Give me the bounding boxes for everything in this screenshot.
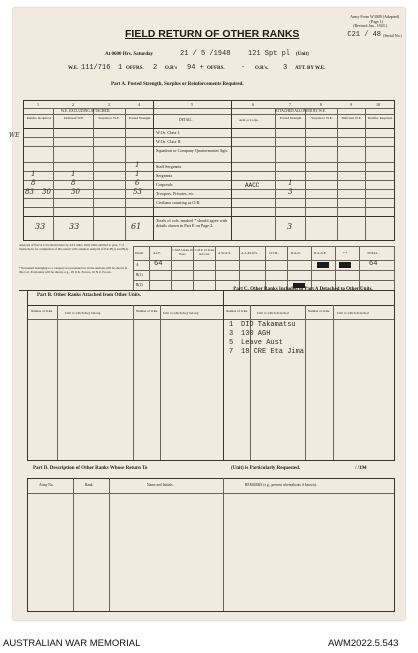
form-sheet	[9, 8, 405, 620]
part-b-head-num-2: Number of O.Rs.	[136, 309, 158, 313]
total-deficient: 33	[69, 222, 80, 231]
serial-number: C21 / 48	[347, 31, 381, 39]
part-b-title: Part B. Other Ranks Attached from Other Units.	[37, 293, 142, 298]
analysis-row-b1: B(1)	[136, 273, 143, 277]
col-head-detail: DETAIL.	[179, 118, 193, 122]
analysis-row-a: A	[136, 263, 139, 267]
posted-pte: 53	[133, 188, 142, 196]
detail-row-ssgt: Staff Sergeants	[156, 164, 182, 169]
arm-corps-cpl: AACC	[245, 182, 260, 189]
deficient-cpl: 8	[71, 179, 76, 187]
posted-cpl: 6	[135, 179, 140, 187]
analysis-head-ran: R.A.N.	[291, 251, 301, 255]
part-a-title: Part A. Posted Strength, Surplus or Reinforcements Required.	[111, 82, 244, 87]
revised-note: (Revised Jan., 1943.)	[353, 23, 387, 28]
posted-sgt: 1	[135, 170, 140, 178]
part-c-head-unit: Unit to which detached	[257, 311, 289, 315]
col-number-7: 7	[289, 102, 291, 107]
col-head-deficient: Deficient W.E.	[63, 116, 85, 120]
redaction-block	[317, 262, 329, 268]
detail-row-cpl: Corporals	[156, 182, 173, 187]
col-number-3: 3	[108, 102, 110, 107]
ors-count: 94 +	[187, 64, 204, 72]
part-d-title-end: / /194	[355, 466, 367, 471]
part-c-entry-num: 3	[229, 330, 234, 338]
analysis-head-cmf-under: C.M.F. Under 19 Years.	[172, 248, 193, 256]
detail-row-cqms: Squadron or Company Quartermaster Sgts.	[156, 148, 229, 153]
part-b-head-unit: Unit to which they belong	[65, 311, 101, 315]
part-d-head-name: Name and Initials.	[147, 483, 174, 487]
reinfts-sgt: 1	[31, 170, 36, 178]
part-d-title-mid: (Unit) is Particularly Requested.	[231, 466, 301, 471]
detail-row-pte: Troopers, Privates, etc.	[156, 191, 195, 196]
deficient-pte: 30	[71, 188, 80, 196]
part-b-head-unit-2: Unit to which they belong	[163, 311, 199, 315]
part-c-entry-num: 5	[229, 339, 234, 347]
total-reinfts: 33	[35, 222, 46, 231]
col-number-1: 1	[37, 102, 39, 107]
detail-row-civ: Civilians counting as O.R.	[156, 200, 201, 205]
footer-accession: AWM2022.5.543	[328, 638, 399, 649]
col-number-2: 2	[72, 102, 74, 107]
form-title: FIELD RETURN OF OTHER RANKS	[125, 28, 300, 40]
detail-row-totals: Totals of cols. marked * should agree with details shown in Part E on Page 2.	[156, 218, 228, 228]
part-c-entry-unit: 130 AGH	[241, 330, 271, 338]
offrs-label: OFFRS.	[126, 66, 144, 71]
unit-name: 121 Spt pl	[248, 50, 291, 58]
analysis-row-b2: B(2)	[136, 283, 143, 287]
form-id: Army Form W3009 (Adapted)	[350, 14, 399, 19]
reinfts-cpl: 8	[31, 179, 36, 187]
part-c-entry-unit: DID Takamatsu	[241, 321, 296, 329]
col-head-reinfts: Reinfts. Required.	[26, 116, 52, 120]
analysis-head-detail: Detail	[135, 251, 144, 255]
posted-ssgt: 1	[135, 161, 140, 169]
col-head-surplus-2: Surplus to W.E.	[311, 116, 333, 120]
offrs-count: 2	[153, 64, 158, 72]
col-number-4: 4	[138, 102, 140, 107]
we-margin-mark: WE	[9, 132, 20, 139]
page-number: (Page 1)	[369, 19, 383, 24]
total-attached: 3	[287, 222, 293, 231]
col-number-10: 10	[376, 102, 380, 107]
footer-credit: AUSTRALIAN WAR MEMORIAL	[3, 638, 141, 649]
part-b-head-num: Number of O.Rs.	[31, 309, 53, 313]
col-number-9: 9	[350, 102, 352, 107]
col-number-5: 5	[191, 102, 193, 107]
attached-pte: 3	[288, 188, 293, 196]
we-excluding-attached: W.E. EXCLUDING ATTACHED.	[61, 109, 111, 113]
ors-label-2: O.R's.	[255, 66, 269, 71]
part-c-entry-num: 1	[229, 321, 234, 329]
reinfts-pte: 83	[25, 188, 34, 196]
part-d-head-rank: Rank.	[85, 483, 94, 487]
part-c-entry-unit: 18 CRE Eta Jima	[241, 348, 305, 356]
part-d-head-remarks: REMARKS (e.g., present whereabouts if known).	[245, 483, 317, 487]
analysis-head-aif: A.I.F.	[153, 251, 161, 255]
analysis-note: Analysis of Part A to be shown here by ALL units. Only units entitled to para. 7 of instructions for completion of this return will complete analysis of Part B(1) and B(2).	[19, 243, 129, 251]
part-c-head-unit-2: Unit to which detached	[337, 311, 369, 315]
redaction-block	[339, 262, 351, 268]
col-head-reinfts-2: Reinfts. Required.	[368, 116, 393, 120]
part-c-entry-unit: Leave Aust	[241, 339, 284, 347]
offrs-label-2: OFFRS.	[207, 66, 225, 71]
col-number-6: 6	[252, 102, 254, 107]
detail-row-wo2: W.Os. Class II.	[156, 139, 182, 144]
col-head-arm: Arm or Corps.	[239, 118, 259, 122]
ors-label: O.R's	[165, 66, 178, 71]
offrs-count-a: 1	[118, 64, 123, 72]
analysis-head-total: TOTAL.	[367, 251, 379, 255]
analysis-note-2: * Personnel belonging to a category not provided for in the analysis will be shown in this Col. Particulars will be shown, e.g., 29 U.K. Forces, 10 N.Z. Forces.	[19, 266, 128, 274]
reinfts-pte-2: 30	[42, 188, 51, 196]
col-head-surplus: Surplus to W.E.	[98, 116, 120, 120]
detail-row-wo1: W.Os. Class I.	[156, 130, 180, 135]
serial-label: (Serial No.)	[383, 33, 402, 38]
part-c-head-num: Number of O.Rs.	[226, 309, 248, 313]
analysis-head-awas: A.W.A.S.	[218, 251, 232, 255]
detail-row-sgt: Sergeants	[156, 173, 173, 178]
we-number: 111/716	[81, 64, 111, 72]
offrs-count-2: -	[241, 64, 246, 72]
att-label: ATT. BY W.E.	[295, 66, 326, 71]
at-hours-label: At 0600 Hrs. Saturday	[105, 52, 154, 57]
we-label: W.E.	[68, 66, 79, 71]
analysis-aif-value: 64	[154, 260, 163, 268]
part-c-title: Part C. Other Ranks Included in Part A Detached to Other Units.	[233, 287, 373, 292]
analysis-head-civil: CIVIL.	[269, 251, 279, 255]
part-d-head-army-no: Army No.	[39, 483, 54, 487]
total-posted: 61	[131, 222, 142, 231]
unit-label: (Unit)	[296, 52, 309, 57]
part-c-entry-num: 7	[229, 348, 234, 356]
analysis-head-aamws: A.A.M.W.S.	[241, 251, 258, 255]
part-d-title: Part D. Description of Other Ranks Whose Return To	[33, 466, 148, 471]
attached-allowed: ATTACHED ALLOWED BY W.E.	[275, 109, 326, 113]
col-head-posted-2: Posted Strength.	[279, 116, 303, 120]
col-head-posted: Posted Strength.	[128, 116, 152, 120]
analysis-head-raaf: R.A.A.F.	[314, 251, 327, 255]
part-c-head-num-2: Number of O.Rs.	[308, 309, 330, 313]
analysis-total-value: 64	[369, 260, 378, 268]
col-head-deficient-2: Deficient W.E.	[341, 116, 362, 120]
attached-cpl: 1	[288, 179, 293, 187]
deficient-sgt: 1	[71, 170, 76, 178]
analysis-head-cmf-over: C.M.F. 19 Years and over.	[194, 248, 215, 256]
col-number-8: 8	[320, 102, 322, 107]
return-date: 21 / 5 /1948	[180, 50, 231, 58]
att-count: 3	[283, 64, 288, 72]
analysis-head-other: * *	[343, 251, 348, 255]
